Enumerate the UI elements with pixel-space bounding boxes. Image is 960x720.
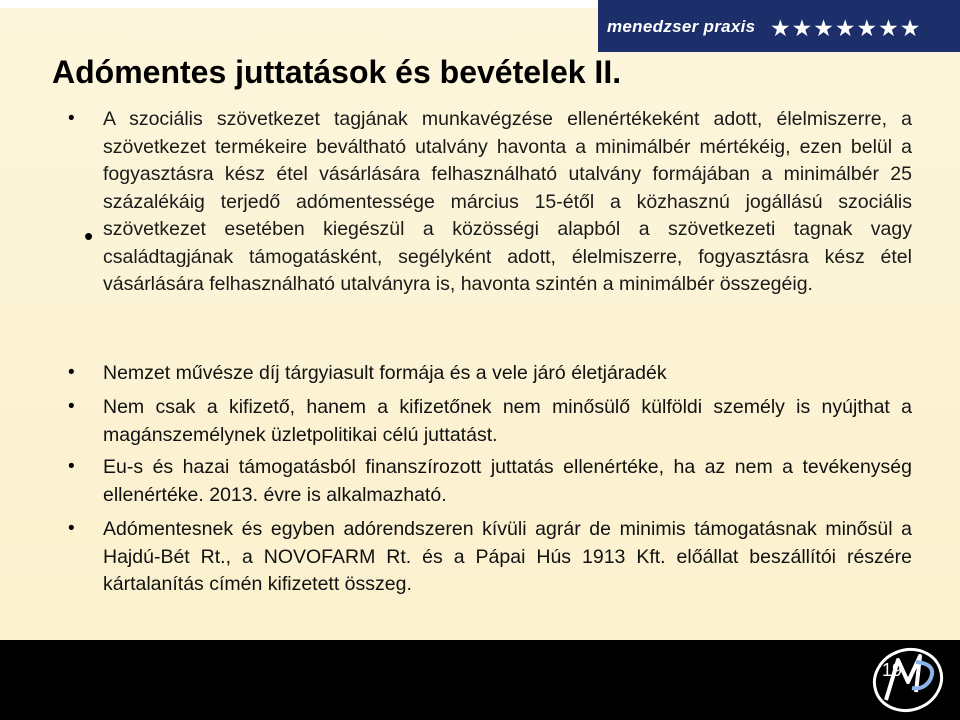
- bullet-text: A szociális szövetkezet tagjának munkavégzése ellenértékeként adott, élelmiszerre, a szövetkezet termékeire beváltható utalvány havonta a minimálbér mértékéig, ezen belül a fogyasztásra kész étel vásárlására felhasználható utalvány formájában a minimálbér 25 százalékáig terjedő adómentessége március 15-étől a közhasznú jogállású szociális szövetkezet esetében kiegészül a közösségi alapból a szövetkezeti tagnak vagy családtagjának támogatásként, segélyként adott, élelmiszerre, fogyasztásra kész étel vásárlására felhasználható utalványra is, havonta szintén a minimálbér összegéig.: [103, 108, 912, 295]
- bullet-text: Eu-s és hazai támogatásból finanszírozott juttatás ellenértéke, ha az nem a tevékenység ellenértéke. 2013. évre is alkalmazható.: [103, 456, 912, 506]
- bullet-marker: •: [68, 396, 75, 417]
- stray-bullet-marker: •: [84, 221, 94, 251]
- bullet-marker: •: [68, 108, 75, 129]
- brand-name: menedzser praxis: [607, 17, 756, 36]
- slide-title: Adómentes juttatások és bevételek II.: [52, 54, 622, 90]
- page-number: 19: [882, 660, 903, 680]
- bullet-marker: •: [68, 456, 75, 477]
- bullet-marker: •: [68, 362, 75, 383]
- bullet-text: Nem csak a kifizető, hanem a kifizetőnek nem minősülő külföldi személy is nyújthat a magánszemélynek üzletpolitikai célú juttatást.: [103, 396, 912, 446]
- brand-stars-icon: ★★★★★★★: [770, 15, 922, 41]
- footer-bar: [0, 640, 960, 720]
- mp-logo-icon: [868, 642, 946, 716]
- bullet-text: Nemzet művésze díj tárgyiasult formája és a vele járó életjáradék: [103, 362, 667, 384]
- bullet-marker: •: [68, 518, 75, 539]
- bullet-text: Adómentesnek és egyben adórendszeren kívüli agrár de minimis támogatásnak minősül a Hajdú-Bét Rt., a NOVOFARM Rt. és a Pápai Hús 1913 Kft. előállat beszállítói részére kártalanítás címén kifizetett összeg.: [103, 518, 912, 595]
